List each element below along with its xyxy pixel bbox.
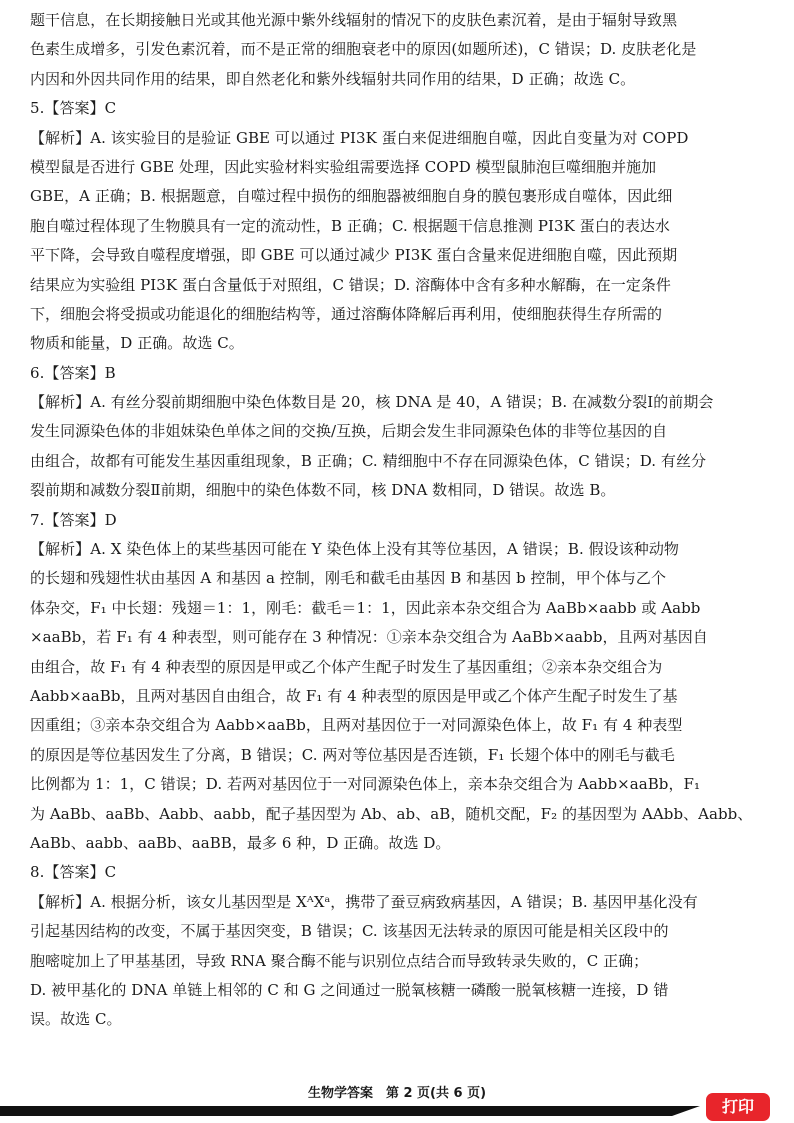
text-line: 胞自噬过程体现了生物膜具有一定的流动性，B 正确；C. 根据题干信息推测 PI3K 蛋白的表达水	[30, 216, 670, 235]
text-line: 发生同源染色体的非姐妹染色单体之间的交换/互换，后期会发生非同源染色体的非等位基因的自	[30, 422, 668, 441]
text-line: 内因和外因共同作用的结果，即自然老化和紫外线辐射共同作用的结果，D 正确；故选 C。	[30, 69, 636, 88]
text-line: 由组合，故都有可能发生基因重组现象，B 正确；C. 精细胞中不存在同源染色体，C 错误；D. 有丝分	[30, 451, 707, 470]
text-line: 因重组；③亲本杂交组合为 Aabb×aaBb，且两对基因位于一对同源染色体上，故 F₁ 有 4 种表型	[30, 716, 683, 735]
text-line: 【解析】A. 根据分析，该女儿基因型是 XᴬXᵃ，携带了蚕豆病致病基因，A 错误；B. 基因甲基化没有	[30, 892, 698, 911]
text-line: 的长翅和残翅性状由基因 A 和基因 a 控制，刚毛和截毛由基因 B 和基因 b 控制，甲个体与乙个	[30, 569, 666, 588]
text-line: 平下降，会导致自噬程度增强，即 GBE 可以通过减少 PI3K 蛋白含量来促进细胞自噬，因此预期	[30, 246, 678, 265]
text-line: 色素生成增多，引发色素沉着，而不是正常的细胞衰老中的原因(如题所述)，C 错误；D. 皮肤老化是	[30, 40, 697, 59]
text-line: 【解析】A. 有丝分裂前期细胞中染色体数目是 20，核 DNA 是 40，A 错误；B. 在减数分裂Ⅰ的前期会	[30, 393, 714, 412]
text-line: 误。故选 C。	[30, 1010, 122, 1029]
text-line: 模型鼠是否进行 GBE 处理，因此实验材料实验组需要选择 COPD 模型鼠肺泡巨噬细胞并施加	[30, 157, 657, 176]
text-line: 的原因是等位基因发生了分离，B 错误；C. 两对等位基因是否连锁，F₁ 长翅个体中的刚毛与截毛	[30, 745, 675, 764]
text-line: 裂前期和减数分裂Ⅱ前期，细胞中的染色体数不同，核 DNA 数相同，D 错误。故选 B。	[30, 481, 616, 500]
text-line: AaBb、aabb、aaBb、aaBB，最多 6 种，D 正确。故选 D。	[30, 833, 451, 852]
text-line: 比例都为 1：1，C 错误；D. 若两对基因位于一对同源染色体上，亲本杂交组合为 Aabb×aaBb，F₁	[30, 775, 701, 794]
bottom-divider-bar	[0, 1106, 700, 1116]
text-line: 由组合，故 F₁ 有 4 种表型的原因是甲或乙个体产生配子时发生了基因重组；②亲本杂交组合为	[30, 657, 663, 676]
text-line: 胞嘧啶加上了甲基基团，导致 RNA 聚合酶不能与识别位点结合而导致转录失败的，C 正确；	[30, 951, 649, 970]
text-line: GBE，A 正确；B. 根据题意，自噬过程中损伤的细胞器被细胞自身的膜包裹形成自噬体，因此细	[30, 187, 673, 206]
text-line: 题干信息，在长期接触日光或其他光源中紫外线辐射的情况下的皮肤色素沉着，是由于辐射导致黑	[30, 11, 678, 29]
answer-content	[30, 6, 770, 1035]
text-line: 物质和能量，D 正确。故选 C。	[30, 334, 244, 353]
text-line: 【解析】A. X 染色体上的某些基因可能在 Y 染色体上没有其等位基因，A 错误；B. 假设该种动物	[30, 540, 679, 559]
answer-heading-8: 8.【答案】C	[30, 863, 117, 882]
page-footer: 生物学答案 第 2 页(共 6 页)	[307, 1086, 487, 1101]
print-button[interactable]: 打印	[706, 1093, 770, 1121]
answer-heading-6: 6.【答案】B	[30, 363, 116, 382]
answer-heading-5: 5.【答案】C	[30, 99, 117, 118]
text-line: 结果应为实验组 PI3K 蛋白含量低于对照组，C 错误；D. 溶酶体中含有多种水解酶，在一定条件	[30, 275, 671, 294]
text-line: 【解析】A. 该实验目的是验证 GBE 可以通过 PI3K 蛋白来促进细胞自噬，因此自变量为对 COPD	[30, 128, 689, 147]
text-line: 引起基因结构的改变，不属于基因突变，B 错误；C. 该基因无法转录的原因可能是相关区段中的	[30, 922, 669, 941]
text-line: 体杂交，F₁ 中长翅：残翅＝1：1，刚毛：截毛＝1：1，因此亲本杂交组合为 AaBb×aabb 或 Aabb	[30, 598, 701, 617]
answer-heading-7: 7.【答案】D	[30, 510, 117, 529]
text-line: D. 被甲基化的 DNA 单链上相邻的 C 和 G 之间通过一脱氧核糖一磷酸一脱氧核糖一连接，D 错	[30, 980, 669, 999]
text-line: 为 AaBb、aaBb、Aabb、aabb，配子基因型为 Ab、ab、aB，随机交配，F₂ 的基因型为 AAbb、Aabb、	[30, 804, 753, 823]
text-line: ×aaBb，若 F₁ 有 4 种表型，则可能存在 3 种情况：①亲本杂交组合为 AaBb×aabb，且两对基因自	[30, 628, 708, 647]
text-line: Aabb×aaBb，且两对基因自由组合，故 F₁ 有 4 种表型的原因是甲或乙个体产生配子时发生了基	[30, 686, 678, 705]
text-line: 下，细胞会将受损或功能退化的细胞结构等，通过溶酶体降解后再利用，使细胞获得生存所需的	[30, 304, 663, 323]
